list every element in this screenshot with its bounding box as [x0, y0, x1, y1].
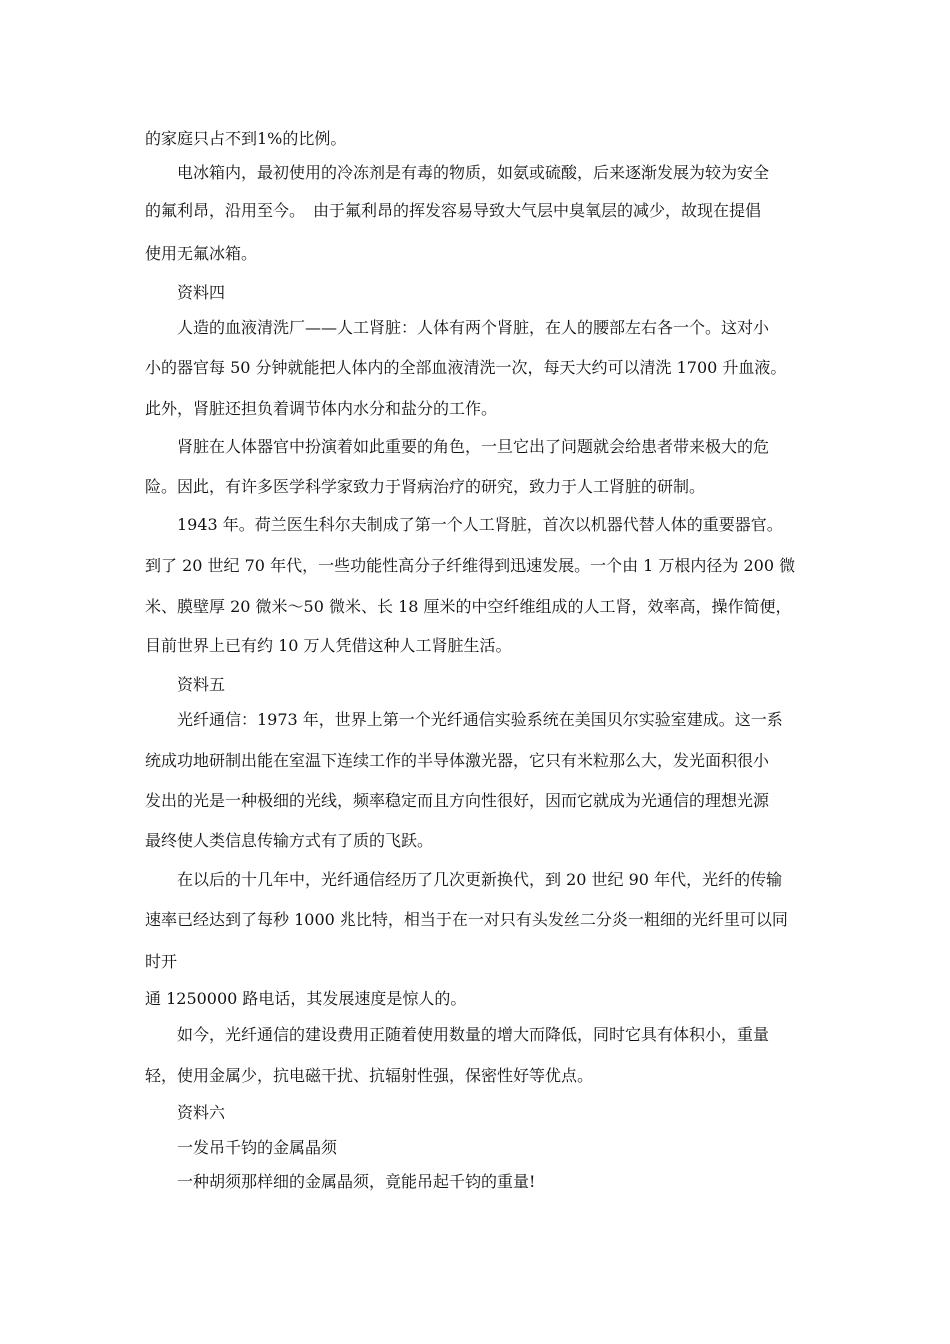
text-line: 电冰箱内，最初使用的冷冻剂是有毒的物质，如氨或硫酸，后来逐渐发展为较为安全: [177, 163, 770, 182]
text-line: 使用无氟冰箱。: [145, 244, 258, 263]
text-line: 轻，使用金属少，抗电磁干扰、抗辐射性强，保密性好等优点。: [145, 1066, 594, 1085]
text-line: 最终使人类信息传输方式有了质的飞跃。: [145, 831, 434, 850]
text-line: 的家庭只占不到1%的比例。: [145, 129, 347, 148]
text-line: 如今，光纤通信的建设费用正随着使用数量的增大而降低，同时它具有体积小，重量: [177, 1025, 770, 1044]
text-line: 米、膜壁厚 20 微米～50 微米、长 18 厘米的中空纤维组成的人工肾，效率高，操作简便，: [145, 597, 792, 616]
section-heading: 资料四: [177, 283, 226, 302]
text-line: 通 1250000 路电话，其发展速度是惊人的。: [145, 989, 467, 1008]
text-line: 此外，肾脏还担负着调节体内水分和盐分的工作。: [145, 399, 498, 418]
text-line: 到了 20 世纪 70 年代，一些功能性高分子纤维得到迅速发展。一个由 1 万根内径为 200 微: [145, 556, 796, 575]
section-heading: 资料五: [177, 675, 226, 694]
text-line: 在以后的十几年中，光纤通信经历了几次更新换代，到 20 世纪 90 年代，光纤的传输: [177, 870, 783, 889]
text-line: 目前世界上已有约 10 万人凭借这种人工肾脏生活。: [145, 636, 512, 655]
text-line: 速率已经达到了每秒 1000 兆比特，相当于在一对只有头发丝二分炎一粗细的光纤里可以同: [145, 910, 788, 929]
text-line: 1943 年。荷兰医生科尔夫制成了第一个人工肾脏，首次以机器代替人体的重要器官。: [177, 515, 783, 534]
section-heading: 资料六: [177, 1103, 226, 1122]
text-line: 一种胡须那样细的金属晶须，竟能吊起千钧的重量!: [177, 1172, 536, 1191]
text-line: 一发吊千钧的金属晶须: [177, 1138, 338, 1157]
text-line: 的氟利昂，沿用至今。 由于氟利昂的挥发容易导致大气层中臭氧层的减少，故现在提倡: [145, 201, 762, 220]
text-line: 光纤通信：1973 年，世界上第一个光纤通信实验系统在美国贝尔实验室建成。这一系: [177, 710, 783, 729]
text-line: 小的器官每 50 分钟就能把人体内的全部血液清洗一次，每天大约可以清洗 1700 升血液。: [145, 358, 787, 377]
text-line: 统成功地研制出能在室温下连续工作的半导体激光器，它只有米粒那么大，发光面积很小: [145, 751, 770, 770]
text-line: 险。因此，有许多医学科学家致力于肾病治疗的研究，致力于人工肾脏的研制。: [145, 477, 706, 496]
text-line: 肾脏在人体器官中扮演着如此重要的角色，一旦它出了问题就会给患者带来极大的危: [177, 437, 770, 456]
text-line: 人造的血液清洗厂——人工肾脏：人体有两个肾脏，在人的腰部左右各一个。这对小: [177, 318, 770, 337]
text-line: 时开: [145, 952, 178, 971]
text-line: 发出的光是一种极细的光线，频率稳定而且方向性很好，因而它就成为光通信的理想光源: [145, 791, 770, 810]
